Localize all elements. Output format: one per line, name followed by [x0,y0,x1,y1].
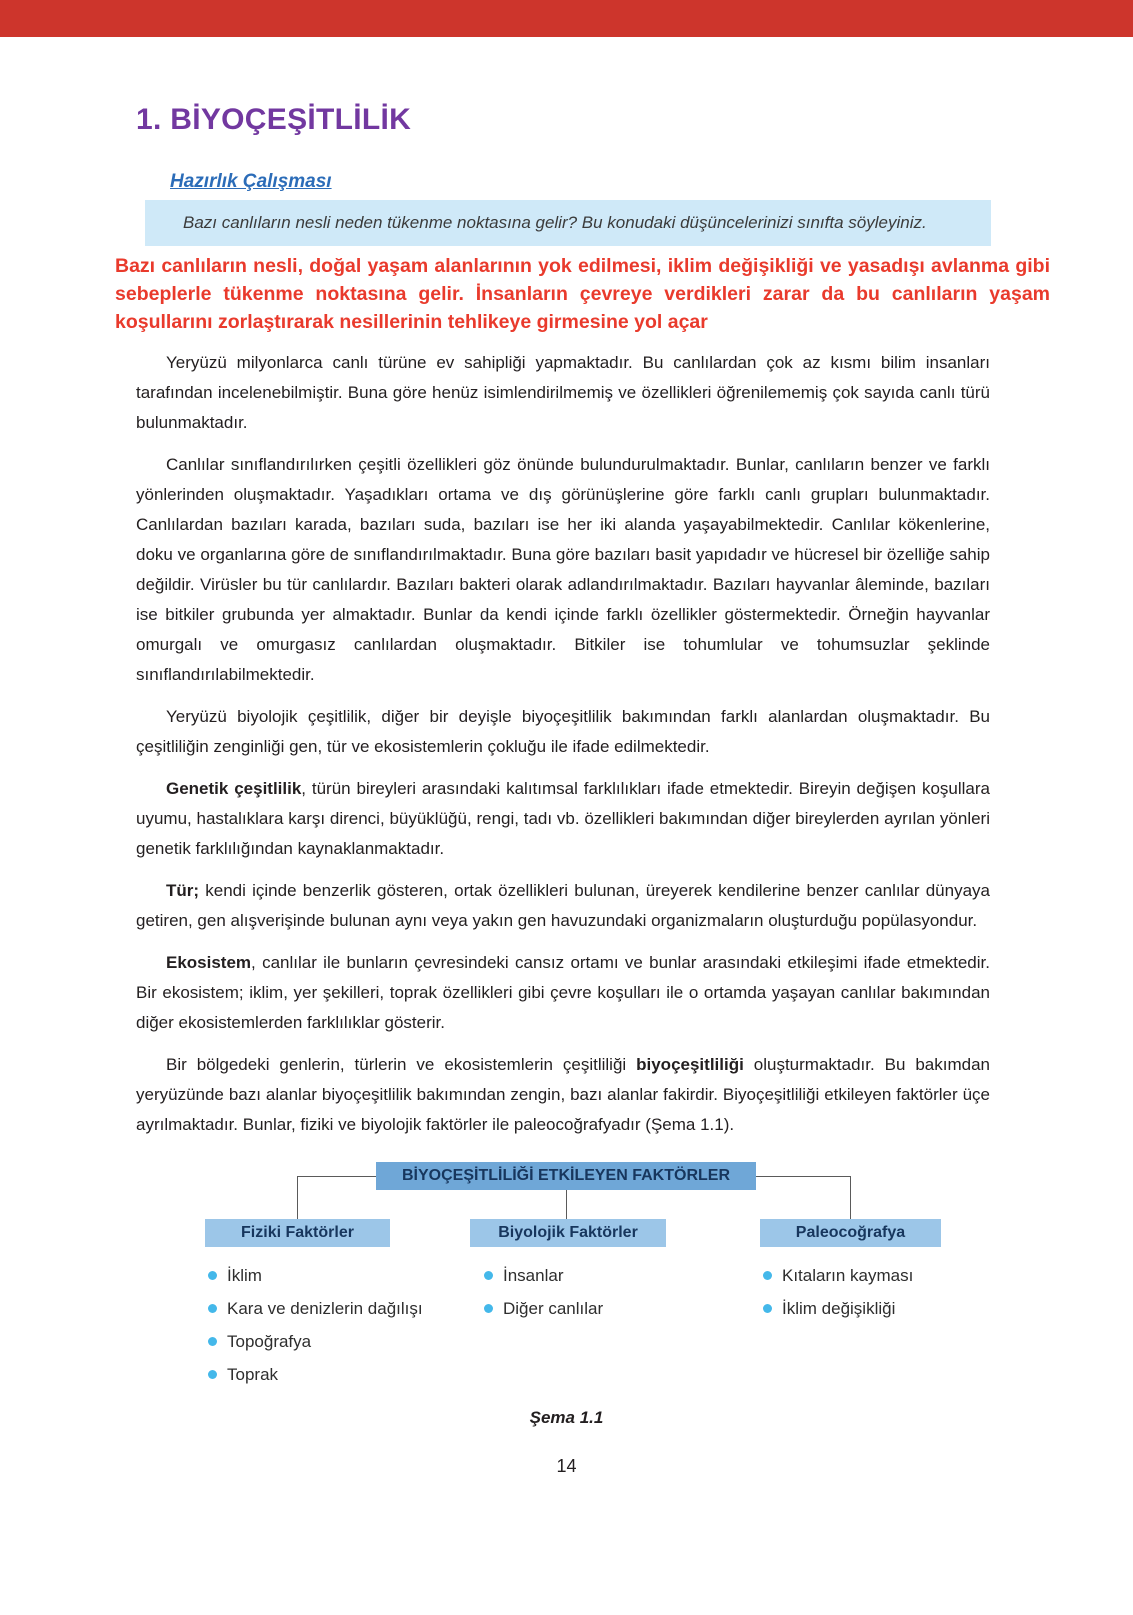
list-item-label: Kara ve denizlerin dağılışı [227,1298,423,1318]
body-text [136,348,990,1140]
list-item-label: Kıtaların kayması [782,1265,914,1285]
body-paragraph [136,948,990,1038]
list-item [208,1358,423,1391]
list-item-label: İklim değişikliği [782,1298,896,1318]
bullet-icon [484,1271,493,1280]
bullet-icon [208,1337,217,1346]
body-paragraph [136,348,990,438]
list-item [484,1292,603,1325]
diagram-root-box: BİYOÇEŞİTLİLİĞİ ETKİLEYEN FAKTÖRLER [376,1162,756,1190]
body-paragraph [136,702,990,762]
term-biyocesitlilik: biyoçeşitliliği [636,1055,744,1074]
chapter-title: 1. BİYOÇEŞİTLİLİK [136,103,412,136]
body-paragraph [136,774,990,864]
page-number: 14 [556,1456,577,1476]
question-box [145,200,991,246]
paragraph-text: , canlılar ile bunların çevresindeki cansız ortamı ve bunlar arasındaki etkileşimi ifade etmektedir. Bir ekosistem; iklim, yer şekilleri, toprak özellikleri gibi çevre koşulları ile o ortamda yaşayan canlılar bakımından diğer ekosistemlerden farklılıklar gösterir. [136,953,990,1032]
bullet-icon [763,1271,772,1280]
fiziki-faktorler-list [208,1259,423,1391]
connector-line [297,1176,298,1219]
factors-diagram [136,1162,996,1396]
list-item-label: İnsanlar [503,1265,564,1285]
paragraph-text: oluşturmaktadır. Bu bakımdan yeryüzünde bazı alanlar biyoçeşitlilik bakımından zengin, bazı alanlar fakirdir. Biyoçeşitliliği etkileyen faktörler üçe ayrılmaktadır. Bunlar, fiziki ve biyolojik faktörler ile paleocoğrafyadır (Şema 1.1). [136,1055,990,1134]
body-paragraph [136,876,990,936]
handwritten-answer: Bazı canlıların nesli, doğal yaşam alanlarının yok edilmesi, iklim değişikliği ve yasadışı avlanma gibi sebeplerle tükenme noktasına gelir. İnsanların çevreye verdikleri zarar da bu canlıların yaşam koşullarını zorlaştırarak nesillerinin tehlikeye girmesine yol açar [115,255,1050,333]
connector-line [297,1176,376,1177]
list-item-label: Diğer canlılar [503,1298,604,1318]
schema-caption: Şema 1.1 [529,1408,604,1427]
diagram-box-biyolojik-faktorler: Biyolojik Faktörler [470,1219,666,1247]
list-item-label: Toprak [227,1364,279,1384]
bullet-icon [208,1304,217,1313]
top-red-bar [0,0,1133,37]
connector-line [566,1190,567,1219]
paragraph-text: Canlılar sınıflandırılırken çeşitli özellikleri göz önünde bulundurulmaktadır. Bunlar, canlıların benzer ve farklı yönlerinden oluşmaktadır. Yaşadıkları ortama ve dış görünüşlerine göre farklı canlı grupları bulunmaktadır. Canlılardan bazıları karada, bazıları suda, bazıları ise her iki alanda yaşayabilmektedir. Canlılar kökenlerine, doku ve organlarına göre de sınıflandırılmaktadır. Buna göre bazıları basit yapıdadır ve hücresel bir özelliğe sahip değildir. Virüsler bu tür canlılardır. Bazıları bakteri olarak adlandırılmaktadır. Bazıları hayvanlar âleminde, bazıları ise bitkiler grubunda yer almaktadır. Bunlar da kendi içinde farklı özellikler göstermektedir. Örneğin hayvanlar omurgalı ve omurgasız canlılardan oluşmaktadır. Bitkiler ise tohumlular ve tohumsuzlar şeklinde sınıflandırılabilmektedir. [136,455,990,684]
diagram-box-paleocografya: Paleocoğrafya [760,1219,941,1247]
bullet-icon [484,1304,493,1313]
list-item [208,1292,423,1325]
list-item [763,1259,913,1292]
list-item [763,1292,913,1325]
list-item-label: Topoğrafya [227,1331,312,1351]
list-item [484,1259,603,1292]
term-tur: Tür; [166,881,200,900]
body-paragraph [136,450,990,690]
paragraph-text: kendi içinde benzerlik gösteren, ortak özellikleri bulunan, üreyerek kendilerine benzer canlılar dünyaya getiren, gen alışverişinde bulunan aynı veya yakın gen havuzundaki organizmaların oluşturduğu popülasyondur. [136,881,990,930]
bullet-icon [208,1271,217,1280]
bullet-icon [763,1304,772,1313]
bullet-icon [208,1370,217,1379]
list-item [208,1259,423,1292]
term-genetik-cesitlilik: Genetik çeşitlilik [166,779,302,798]
connector-line [756,1176,851,1177]
question-text: Bazı canlıların nesli neden tükenme noktasına gelir? Bu konudaki düşüncelerinizi sınıfta söyleyiniz. [183,213,927,232]
diagram-box-fiziki-faktorler: Fiziki Faktörler [205,1219,390,1247]
paragraph-text: Yeryüzü biyolojik çeşitlilik, diğer bir deyişle biyoçeşitlilik bakımından farklı alanlardan oluşmaktadır. Bu çeşitliliğin zenginliği gen, tür ve ekosistemlerin çokluğu ile ifade edilmektedir. [136,707,990,756]
paragraph-text: Yeryüzü milyonlarca canlı türüne ev sahipliği yapmaktadır. Bu canlılardan çok az kısmı bilim insanları tarafından incelenebilmiştir. Buna göre henüz isimlendirilmemiş ve özellikleri öğrenilememiş çok sayıda canlı türü bulunmaktadır. [136,353,990,432]
paragraph-text: , türün bireyleri arasındaki kalıtımsal farklılıkları ifade etmektedir. Bireyin değişen koşullara uyumu, hastalıklara karşı direnci, büyüklüğü, rengi, tadı vb. özellikleri bakımından diğer bireylerden ayrılan yönleri genetik farklılığından kaynaklanmaktadır. [136,779,990,858]
paragraph-text: Bir bölgedeki genlerin, türlerin ve ekosistemlerin çeşitliliği [166,1055,637,1074]
body-paragraph [136,1050,990,1140]
prep-heading: Hazırlık Çalışması [170,171,332,192]
biyolojik-faktorler-list [484,1259,603,1325]
connector-line [850,1176,851,1219]
term-ekosistem: Ekosistem [166,953,252,972]
paleocografya-list [763,1259,913,1325]
list-item [208,1325,423,1358]
list-item-label: İklim [227,1265,262,1285]
